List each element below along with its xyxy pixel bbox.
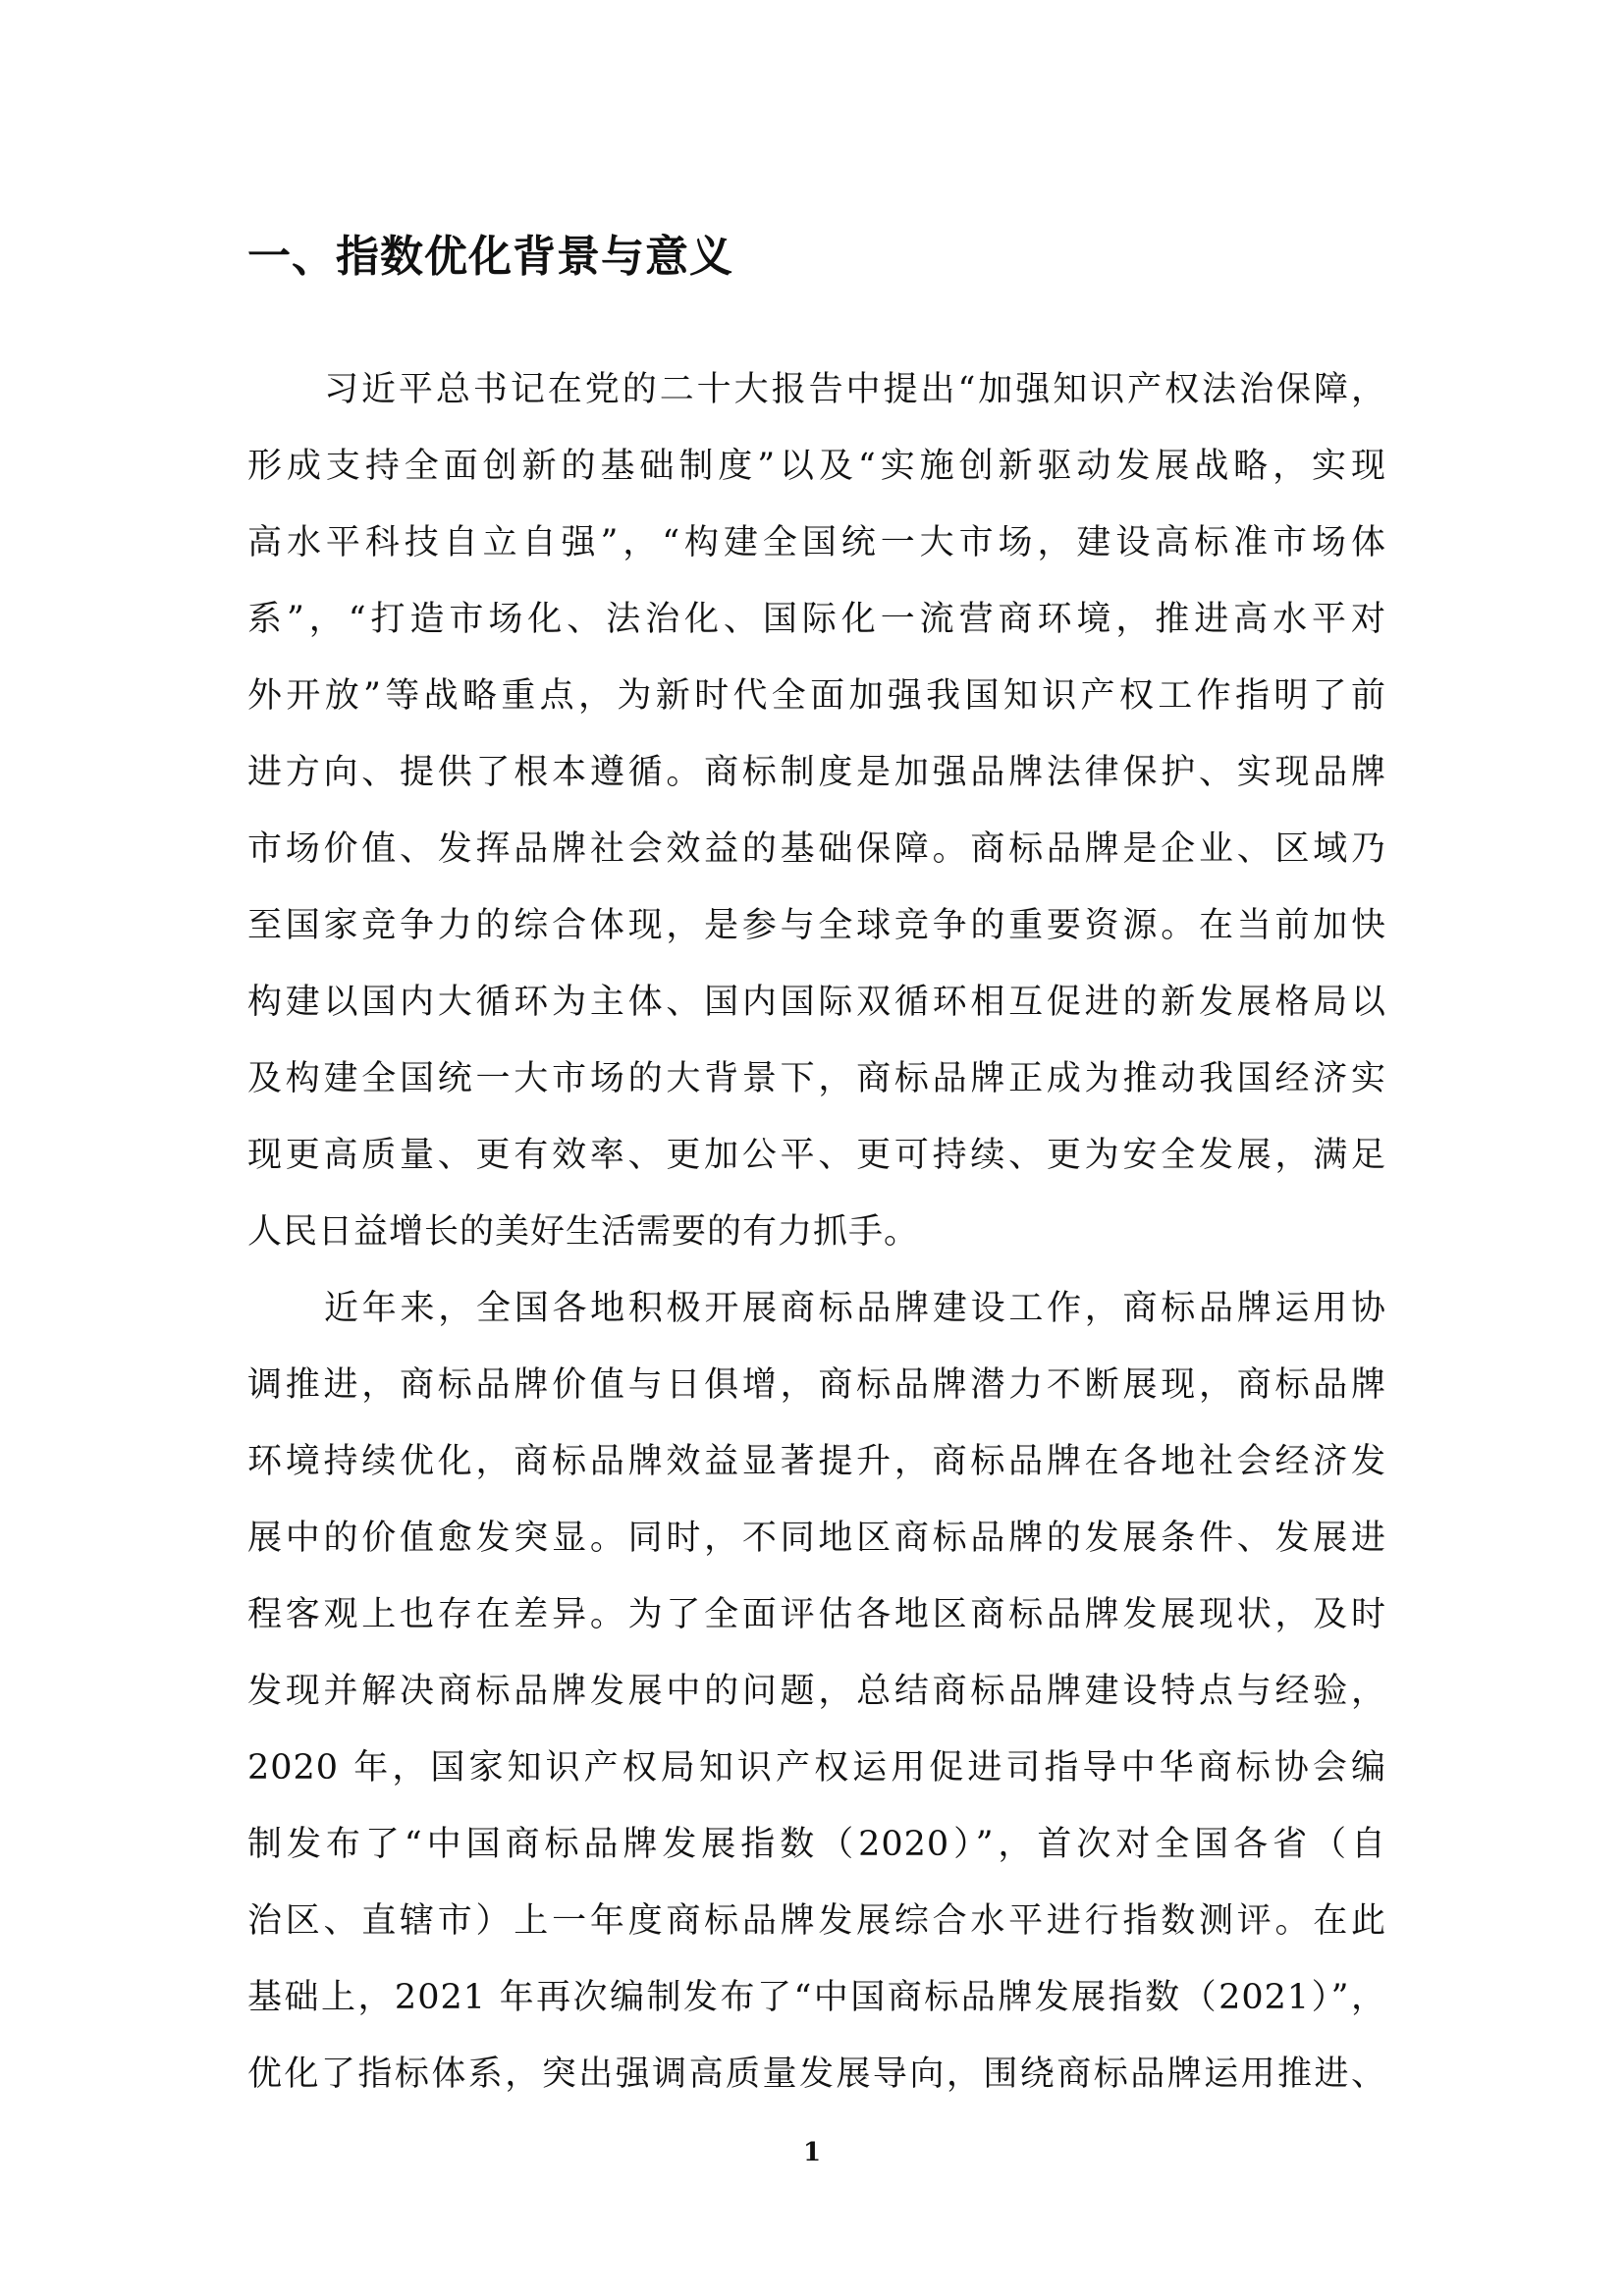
text-line: 发现并解决商标品牌发展中的问题，总结商标品牌建设特点与经验，	[247, 1672, 1386, 1711]
text-line: 制发布了“中国商标品牌发展指数（2020）”，首次对全国各省（自	[247, 1825, 1386, 1864]
text-line: 形成支持全面创新的基础制度”以及“实施创新驱动发展战略，实现	[247, 447, 1386, 486]
text-line: 习近平总书记在党的二十大报告中提出“加强知识产权法治保障，	[324, 370, 1386, 409]
text-line: 程客观上也存在差异。为了全面评估各地区商标品牌发展现状，及时	[247, 1595, 1386, 1634]
text-line: 治区、直辖市）上一年度商标品牌发展综合水平进行指数测评。在此	[247, 1901, 1386, 1941]
text-line: 基础上，2021 年再次编制发布了“中国商标品牌发展指数（2021）”，	[247, 1978, 1386, 2017]
text-line: 系”，“打造市场化、法治化、国际化一流营商环境，推进高水平对	[247, 600, 1386, 639]
text-line: 至国家竞争力的综合体现，是参与全球竞争的重要资源。在当前加快	[247, 906, 1386, 945]
text-line: 调推进，商标品牌价值与日俱增，商标品牌潜力不断展现，商标品牌	[247, 1365, 1386, 1405]
text-line: 高水平科技自立自强”，“构建全国统一大市场，建设高标准市场体	[247, 523, 1386, 562]
text-line: 市场价值、发挥品牌社会效益的基础保障。商标品牌是企业、区域乃	[247, 829, 1386, 869]
page-number: 1	[802, 2138, 822, 2167]
section-heading: 一、指数优化背景与意义	[247, 232, 733, 282]
text-line: 现更高质量、更有效率、更加公平、更可持续、更为安全发展，满足	[247, 1136, 1386, 1175]
text-line: 近年来，全国各地积极开展商标品牌建设工作，商标品牌运用协	[324, 1289, 1386, 1328]
text-line: 外开放”等战略重点，为新时代全面加强我国知识产权工作指明了前	[247, 676, 1386, 716]
paragraph-1	[247, 351, 1386, 1270]
text-line: 进方向、提供了根本遵循。商标制度是加强品牌法律保护、实现品牌	[247, 753, 1386, 792]
body-text	[247, 351, 1386, 2112]
text-line: 构建以国内大循环为主体、国内国际双循环相互促进的新发展格局以	[247, 983, 1386, 1022]
text-line: 环境持续优化，商标品牌效益显著提升，商标品牌在各地社会经济发	[247, 1442, 1386, 1481]
text-line: 2020 年，国家知识产权局知识产权运用促进司指导中华商标协会编	[247, 1748, 1386, 1788]
paragraph-2	[247, 1270, 1386, 2112]
text-line: 人民日益增长的美好生活需要的有力抓手。	[247, 1212, 920, 1252]
text-line: 优化了指标体系，突出强调高质量发展导向，围绕商标品牌运用推进、	[247, 2055, 1386, 2094]
text-line: 及构建全国统一大市场的大背景下，商标品牌正成为推动我国经济实	[247, 1059, 1386, 1098]
text-line: 展中的价值愈发突显。同时，不同地区商标品牌的发展条件、发展进	[247, 1519, 1386, 1558]
